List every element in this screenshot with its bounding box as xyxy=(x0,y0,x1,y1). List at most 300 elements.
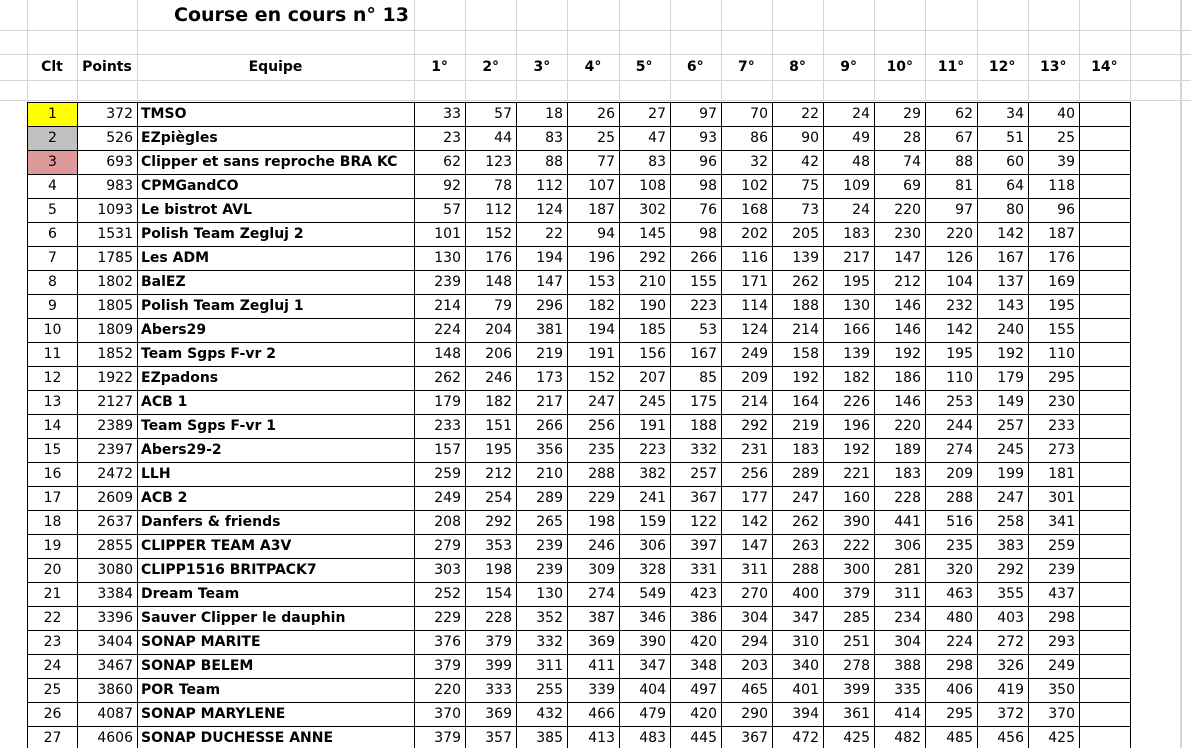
rank-cell[interactable]: 14 xyxy=(43,418,62,434)
race-score-cell[interactable]: 289 xyxy=(792,466,819,482)
race-score-cell[interactable]: 335 xyxy=(894,682,921,698)
points-cell[interactable]: 1785 xyxy=(97,250,133,266)
rank-cell[interactable]: 16 xyxy=(43,466,62,482)
team-cell[interactable]: LLH xyxy=(141,466,171,482)
race-score-cell[interactable]: 126 xyxy=(946,250,973,266)
rank-cell[interactable]: 26 xyxy=(43,706,62,722)
race-score-cell[interactable]: 372 xyxy=(997,706,1024,722)
race-score-cell[interactable]: 42 xyxy=(801,154,819,170)
race-score-cell[interactable]: 112 xyxy=(485,202,512,218)
team-cell[interactable]: TMSO xyxy=(141,106,187,122)
race-score-cell[interactable]: 90 xyxy=(801,130,819,146)
race-score-cell[interactable]: 235 xyxy=(588,442,615,458)
race-score-cell[interactable]: 279 xyxy=(434,538,461,554)
race-score-cell[interactable]: 198 xyxy=(485,562,512,578)
race-score-cell[interactable]: 149 xyxy=(997,394,1024,410)
race-score-cell[interactable]: 423 xyxy=(690,586,717,602)
points-cell[interactable]: 3404 xyxy=(97,634,133,650)
race-score-cell[interactable]: 304 xyxy=(741,610,768,626)
race-score-cell[interactable]: 516 xyxy=(946,514,973,530)
race-score-cell[interactable]: 309 xyxy=(588,562,615,578)
rank-cell[interactable]: 20 xyxy=(43,562,62,578)
race-score-cell[interactable]: 245 xyxy=(997,442,1024,458)
race-score-cell[interactable]: 176 xyxy=(485,250,512,266)
race-score-cell[interactable]: 185 xyxy=(639,322,666,338)
race-score-cell[interactable]: 137 xyxy=(997,274,1024,290)
race-score-cell[interactable]: 32 xyxy=(750,154,768,170)
race-score-cell[interactable] xyxy=(1080,271,1130,294)
points-cell[interactable]: 4606 xyxy=(97,730,133,746)
points-cell[interactable]: 3467 xyxy=(97,658,133,674)
race-score-cell[interactable] xyxy=(1080,199,1130,222)
race-score-cell[interactable]: 288 xyxy=(792,562,819,578)
race-score-cell[interactable]: 214 xyxy=(741,394,768,410)
race-score-cell[interactable]: 139 xyxy=(843,346,870,362)
team-cell[interactable]: Clipper et sans reproche BRA KC xyxy=(141,154,398,170)
race-score-cell[interactable]: 239 xyxy=(536,562,563,578)
race-score-cell[interactable]: 403 xyxy=(997,610,1024,626)
race-score-cell[interactable]: 332 xyxy=(690,442,717,458)
race-score-cell[interactable]: 199 xyxy=(997,466,1024,482)
race-score-cell[interactable]: 497 xyxy=(690,682,717,698)
race-score-cell[interactable]: 311 xyxy=(741,562,768,578)
race-score-cell[interactable]: 234 xyxy=(894,610,921,626)
race-score-cell[interactable]: 196 xyxy=(843,418,870,434)
race-score-cell[interactable]: 303 xyxy=(434,562,461,578)
race-score-cell[interactable]: 239 xyxy=(536,538,563,554)
race-score-cell[interactable]: 51 xyxy=(1006,130,1024,146)
race-score-cell[interactable]: 147 xyxy=(894,250,921,266)
race-score-cell[interactable]: 300 xyxy=(843,562,870,578)
race-score-cell[interactable]: 209 xyxy=(946,466,973,482)
race-score-cell[interactable]: 48 xyxy=(852,154,870,170)
race-score-cell[interactable]: 328 xyxy=(639,562,666,578)
race-score-cell[interactable] xyxy=(1080,511,1130,534)
race-score-cell[interactable] xyxy=(1080,127,1130,150)
rank-cell[interactable]: 19 xyxy=(43,538,62,554)
race-score-cell[interactable]: 249 xyxy=(434,490,461,506)
race-score-cell[interactable]: 114 xyxy=(741,298,768,314)
race-score-cell[interactable]: 331 xyxy=(690,562,717,578)
race-score-cell[interactable]: 62 xyxy=(443,154,461,170)
race-score-cell[interactable]: 420 xyxy=(690,634,717,650)
race-score-cell[interactable]: 333 xyxy=(485,682,512,698)
team-cell[interactable]: BalEZ xyxy=(141,274,186,290)
race-score-cell[interactable]: 399 xyxy=(843,682,870,698)
rank-cell[interactable]: 8 xyxy=(48,274,57,290)
race-score-cell[interactable]: 102 xyxy=(741,178,768,194)
race-score-cell[interactable]: 379 xyxy=(434,730,461,746)
race-score-cell[interactable]: 194 xyxy=(588,322,615,338)
race-score-cell[interactable]: 294 xyxy=(741,634,768,650)
race-score-cell[interactable]: 224 xyxy=(434,322,461,338)
race-score-cell[interactable]: 301 xyxy=(1048,490,1075,506)
race-score-cell[interactable]: 96 xyxy=(1057,202,1075,218)
race-score-cell[interactable]: 295 xyxy=(946,706,973,722)
race-score-cell[interactable]: 228 xyxy=(894,490,921,506)
race-score-cell[interactable]: 110 xyxy=(1048,346,1075,362)
race-score-cell[interactable]: 347 xyxy=(792,610,819,626)
race-score-cell[interactable]: 425 xyxy=(843,730,870,746)
race-score-cell[interactable]: 196 xyxy=(588,250,615,266)
race-score-cell[interactable] xyxy=(1080,391,1130,414)
race-score-cell[interactable]: 77 xyxy=(597,154,615,170)
race-score-cell[interactable]: 278 xyxy=(843,658,870,674)
race-score-cell[interactable]: 108 xyxy=(639,178,666,194)
race-score-cell[interactable] xyxy=(1080,583,1130,606)
race-score-cell[interactable]: 256 xyxy=(588,418,615,434)
race-score-cell[interactable]: 353 xyxy=(485,538,512,554)
race-score-cell[interactable]: 367 xyxy=(741,730,768,746)
race-score-cell[interactable]: 189 xyxy=(894,442,921,458)
race-score-cell[interactable]: 124 xyxy=(741,322,768,338)
race-score-cell[interactable]: 295 xyxy=(1048,370,1075,386)
race-score-cell[interactable]: 296 xyxy=(536,298,563,314)
rank-cell[interactable]: 22 xyxy=(43,610,62,626)
race-score-cell[interactable]: 370 xyxy=(1048,706,1075,722)
race-score-cell[interactable]: 472 xyxy=(792,730,819,746)
race-score-cell[interactable]: 254 xyxy=(485,490,512,506)
race-score-cell[interactable]: 173 xyxy=(536,370,563,386)
race-score-cell[interactable]: 274 xyxy=(946,442,973,458)
race-score-cell[interactable]: 219 xyxy=(792,418,819,434)
race-score-cell[interactable]: 292 xyxy=(485,514,512,530)
race-score-cell[interactable]: 425 xyxy=(1048,730,1075,746)
race-score-cell[interactable]: 259 xyxy=(1048,538,1075,554)
race-score-cell[interactable]: 352 xyxy=(536,610,563,626)
race-score-cell[interactable]: 463 xyxy=(946,586,973,602)
race-score-cell[interactable]: 167 xyxy=(997,250,1024,266)
points-cell[interactable]: 2472 xyxy=(97,466,133,482)
rank-cell[interactable]: 5 xyxy=(48,202,57,218)
race-score-cell[interactable]: 192 xyxy=(792,370,819,386)
race-score-cell[interactable] xyxy=(1080,103,1130,126)
race-score-cell[interactable]: 118 xyxy=(1048,178,1075,194)
race-score-cell[interactable]: 369 xyxy=(485,706,512,722)
race-score-cell[interactable]: 24 xyxy=(852,202,870,218)
points-cell[interactable]: 3860 xyxy=(97,682,133,698)
race-score-cell[interactable]: 262 xyxy=(792,514,819,530)
race-score-cell[interactable]: 229 xyxy=(588,490,615,506)
race-score-cell[interactable]: 253 xyxy=(946,394,973,410)
race-score-cell[interactable] xyxy=(1080,247,1130,270)
race-score-cell[interactable]: 116 xyxy=(741,250,768,266)
race-score-cell[interactable]: 157 xyxy=(434,442,461,458)
race-score-cell[interactable]: 235 xyxy=(946,538,973,554)
race-score-cell[interactable]: 81 xyxy=(955,178,973,194)
points-cell[interactable]: 2855 xyxy=(97,538,133,554)
race-score-cell[interactable]: 247 xyxy=(588,394,615,410)
race-score-cell[interactable]: 40 xyxy=(1057,106,1075,122)
race-score-cell[interactable]: 94 xyxy=(597,226,615,242)
race-score-cell[interactable]: 182 xyxy=(588,298,615,314)
team-cell[interactable]: EZpiègles xyxy=(141,130,218,146)
race-score-cell[interactable]: 245 xyxy=(639,394,666,410)
team-cell[interactable]: Team Sgps F-vr 1 xyxy=(141,418,277,434)
race-score-cell[interactable]: 404 xyxy=(639,682,666,698)
race-score-cell[interactable]: 274 xyxy=(588,586,615,602)
race-score-cell[interactable]: 348 xyxy=(690,658,717,674)
points-cell[interactable]: 1093 xyxy=(97,202,133,218)
race-score-cell[interactable]: 221 xyxy=(843,466,870,482)
team-cell[interactable]: EZpadons xyxy=(141,370,219,386)
race-score-cell[interactable]: 23 xyxy=(443,130,461,146)
rank-cell[interactable]: 9 xyxy=(48,298,57,314)
race-score-cell[interactable]: 361 xyxy=(843,706,870,722)
race-score-cell[interactable]: 142 xyxy=(741,514,768,530)
team-cell[interactable]: SONAP MARITE xyxy=(141,634,261,650)
race-score-cell[interactable]: 187 xyxy=(1048,226,1075,242)
team-cell[interactable]: Les ADM xyxy=(141,250,210,266)
race-score-cell[interactable]: 272 xyxy=(997,634,1024,650)
race-score-cell[interactable] xyxy=(1080,559,1130,582)
race-score-cell[interactable]: 388 xyxy=(894,658,921,674)
race-score-cell[interactable]: 456 xyxy=(997,730,1024,746)
race-score-cell[interactable]: 257 xyxy=(997,418,1024,434)
race-score-cell[interactable]: 57 xyxy=(494,106,512,122)
race-score-cell[interactable]: 155 xyxy=(690,274,717,290)
race-score-cell[interactable]: 148 xyxy=(434,346,461,362)
rank-cell[interactable]: 24 xyxy=(43,658,62,674)
race-score-cell[interactable]: 155 xyxy=(1048,322,1075,338)
race-score-cell[interactable]: 212 xyxy=(894,274,921,290)
race-score-cell[interactable]: 273 xyxy=(1048,442,1075,458)
race-score-cell[interactable]: 146 xyxy=(894,394,921,410)
race-score-cell[interactable]: 47 xyxy=(648,130,666,146)
race-score-cell[interactable]: 96 xyxy=(699,154,717,170)
race-score-cell[interactable]: 214 xyxy=(792,322,819,338)
race-score-cell[interactable]: 146 xyxy=(894,298,921,314)
race-score-cell[interactable]: 220 xyxy=(894,202,921,218)
race-score-cell[interactable]: 288 xyxy=(588,466,615,482)
race-score-cell[interactable]: 285 xyxy=(843,610,870,626)
race-score-cell[interactable]: 153 xyxy=(588,274,615,290)
race-score-cell[interactable]: 62 xyxy=(955,106,973,122)
race-score-cell[interactable]: 223 xyxy=(639,442,666,458)
race-score-cell[interactable]: 29 xyxy=(903,106,921,122)
race-score-cell[interactable]: 445 xyxy=(690,730,717,746)
race-score-cell[interactable]: 437 xyxy=(1048,586,1075,602)
race-score-cell[interactable]: 147 xyxy=(536,274,563,290)
race-score-cell[interactable]: 311 xyxy=(894,586,921,602)
race-score-cell[interactable]: 223 xyxy=(690,298,717,314)
race-score-cell[interactable] xyxy=(1080,727,1130,750)
race-score-cell[interactable]: 379 xyxy=(485,634,512,650)
race-score-cell[interactable]: 229 xyxy=(434,610,461,626)
race-score-cell[interactable]: 44 xyxy=(494,130,512,146)
race-score-cell[interactable]: 302 xyxy=(639,202,666,218)
race-score-cell[interactable]: 171 xyxy=(741,274,768,290)
race-score-cell[interactable]: 93 xyxy=(699,130,717,146)
race-score-cell[interactable]: 187 xyxy=(588,202,615,218)
race-score-cell[interactable]: 158 xyxy=(792,346,819,362)
race-score-cell[interactable]: 175 xyxy=(690,394,717,410)
race-score-cell[interactable]: 33 xyxy=(443,106,461,122)
race-score-cell[interactable]: 207 xyxy=(639,370,666,386)
race-score-cell[interactable]: 107 xyxy=(588,178,615,194)
race-score-cell[interactable]: 206 xyxy=(485,346,512,362)
rank-cell[interactable]: 3 xyxy=(28,151,77,174)
race-score-cell[interactable]: 182 xyxy=(485,394,512,410)
race-score-cell[interactable]: 413 xyxy=(588,730,615,746)
race-score-cell[interactable]: 239 xyxy=(434,274,461,290)
race-score-cell[interactable]: 441 xyxy=(894,514,921,530)
race-score-cell[interactable]: 293 xyxy=(1048,634,1075,650)
race-score-cell[interactable]: 482 xyxy=(894,730,921,746)
points-cell[interactable]: 1922 xyxy=(97,370,133,386)
rank-cell[interactable]: 27 xyxy=(43,730,62,746)
race-score-cell[interactable]: 203 xyxy=(741,658,768,674)
points-cell[interactable]: 693 xyxy=(106,154,133,170)
race-score-cell[interactable]: 195 xyxy=(946,346,973,362)
race-score-cell[interactable]: 188 xyxy=(792,298,819,314)
race-score-cell[interactable]: 210 xyxy=(536,466,563,482)
race-score-cell[interactable]: 306 xyxy=(894,538,921,554)
team-cell[interactable]: SONAP MARYLENE xyxy=(141,706,286,722)
points-cell[interactable]: 1802 xyxy=(97,274,133,290)
race-score-cell[interactable]: 123 xyxy=(485,154,512,170)
race-score-cell[interactable]: 39 xyxy=(1057,154,1075,170)
rank-cell[interactable]: 17 xyxy=(43,490,62,506)
race-score-cell[interactable]: 399 xyxy=(485,658,512,674)
race-score-cell[interactable]: 258 xyxy=(997,514,1024,530)
race-score-cell[interactable]: 281 xyxy=(894,562,921,578)
race-score-cell[interactable]: 205 xyxy=(792,226,819,242)
team-cell[interactable]: CLIPP1516 BRITPACK7 xyxy=(141,562,317,578)
race-score-cell[interactable]: 367 xyxy=(690,490,717,506)
points-cell[interactable]: 1852 xyxy=(97,346,133,362)
rank-cell[interactable]: 12 xyxy=(43,370,62,386)
rank-cell[interactable]: 7 xyxy=(48,250,57,266)
race-score-cell[interactable]: 230 xyxy=(894,226,921,242)
race-score-cell[interactable]: 266 xyxy=(536,418,563,434)
points-cell[interactable]: 4087 xyxy=(97,706,133,722)
race-score-cell[interactable] xyxy=(1080,295,1130,318)
race-score-cell[interactable]: 240 xyxy=(997,322,1024,338)
race-score-cell[interactable] xyxy=(1080,631,1130,654)
race-score-cell[interactable]: 25 xyxy=(597,130,615,146)
points-cell[interactable]: 2637 xyxy=(97,514,133,530)
team-cell[interactable]: Polish Team Zegluj 1 xyxy=(141,298,304,314)
race-score-cell[interactable]: 92 xyxy=(443,178,461,194)
race-score-cell[interactable]: 190 xyxy=(639,298,666,314)
race-score-cell[interactable]: 485 xyxy=(946,730,973,746)
race-score-cell[interactable]: 86 xyxy=(750,130,768,146)
race-score-cell[interactable]: 192 xyxy=(843,442,870,458)
race-score-cell[interactable]: 251 xyxy=(843,634,870,650)
race-score-cell[interactable]: 249 xyxy=(741,346,768,362)
race-score-cell[interactable]: 292 xyxy=(741,418,768,434)
rank-cell[interactable]: 13 xyxy=(43,394,62,410)
race-score-cell[interactable]: 130 xyxy=(536,586,563,602)
race-score-cell[interactable]: 151 xyxy=(485,418,512,434)
race-score-cell[interactable]: 64 xyxy=(1006,178,1024,194)
race-score-cell[interactable]: 208 xyxy=(434,514,461,530)
race-score-cell[interactable]: 265 xyxy=(536,514,563,530)
race-score-cell[interactable]: 124 xyxy=(536,202,563,218)
race-score-cell[interactable]: 298 xyxy=(1048,610,1075,626)
race-score-cell[interactable]: 382 xyxy=(639,466,666,482)
race-score-cell[interactable]: 432 xyxy=(536,706,563,722)
race-score-cell[interactable]: 192 xyxy=(894,346,921,362)
race-score-cell[interactable]: 97 xyxy=(699,106,717,122)
race-score-cell[interactable]: 311 xyxy=(536,658,563,674)
race-score-cell[interactable]: 85 xyxy=(699,370,717,386)
race-score-cell[interactable]: 176 xyxy=(1048,250,1075,266)
race-score-cell[interactable]: 28 xyxy=(903,130,921,146)
race-score-cell[interactable] xyxy=(1080,367,1130,390)
race-score-cell[interactable]: 228 xyxy=(485,610,512,626)
race-score-cell[interactable]: 214 xyxy=(434,298,461,314)
points-cell[interactable]: 2127 xyxy=(97,394,133,410)
race-score-cell[interactable]: 179 xyxy=(434,394,461,410)
race-score-cell[interactable]: 98 xyxy=(699,226,717,242)
rank-cell[interactable]: 11 xyxy=(43,346,62,362)
team-cell[interactable]: CPMGandCO xyxy=(141,178,239,194)
race-score-cell[interactable]: 217 xyxy=(843,250,870,266)
race-score-cell[interactable]: 210 xyxy=(639,274,666,290)
race-score-cell[interactable]: 326 xyxy=(997,658,1024,674)
race-score-cell[interactable]: 233 xyxy=(1048,418,1075,434)
race-score-cell[interactable]: 104 xyxy=(946,274,973,290)
race-score-cell[interactable] xyxy=(1080,343,1130,366)
team-cell[interactable]: Abers29-2 xyxy=(141,442,222,458)
race-score-cell[interactable] xyxy=(1080,151,1130,174)
race-score-cell[interactable]: 270 xyxy=(741,586,768,602)
race-score-cell[interactable]: 292 xyxy=(639,250,666,266)
race-score-cell[interactable]: 22 xyxy=(801,106,819,122)
race-score-cell[interactable]: 370 xyxy=(434,706,461,722)
team-cell[interactable]: Dream Team xyxy=(141,586,240,602)
points-cell[interactable]: 1809 xyxy=(97,322,133,338)
race-score-cell[interactable]: 247 xyxy=(792,490,819,506)
race-score-cell[interactable]: 112 xyxy=(536,178,563,194)
race-score-cell[interactable] xyxy=(1080,703,1130,726)
race-score-cell[interactable]: 479 xyxy=(639,706,666,722)
race-score-cell[interactable]: 266 xyxy=(690,250,717,266)
race-score-cell[interactable]: 290 xyxy=(741,706,768,722)
race-score-cell[interactable] xyxy=(1080,655,1130,678)
race-score-cell[interactable]: 110 xyxy=(946,370,973,386)
rank-cell[interactable]: 4 xyxy=(48,178,57,194)
team-cell[interactable]: Le bistrot AVL xyxy=(141,202,252,218)
points-cell[interactable]: 2389 xyxy=(97,418,133,434)
race-score-cell[interactable]: 22 xyxy=(545,226,563,242)
race-score-cell[interactable]: 390 xyxy=(639,634,666,650)
race-score-cell[interactable]: 217 xyxy=(536,394,563,410)
race-score-cell[interactable]: 306 xyxy=(639,538,666,554)
race-score-cell[interactable]: 57 xyxy=(443,202,461,218)
race-score-cell[interactable]: 379 xyxy=(843,586,870,602)
race-score-cell[interactable]: 231 xyxy=(741,442,768,458)
race-score-cell[interactable]: 246 xyxy=(485,370,512,386)
race-score-cell[interactable]: 194 xyxy=(536,250,563,266)
rank-cell[interactable]: 21 xyxy=(43,586,62,602)
points-cell[interactable]: 526 xyxy=(106,130,133,146)
team-cell[interactable]: Danfers & friends xyxy=(141,514,281,530)
race-score-cell[interactable]: 97 xyxy=(955,202,973,218)
race-score-cell[interactable]: 183 xyxy=(894,466,921,482)
race-score-cell[interactable] xyxy=(1080,223,1130,246)
race-score-cell[interactable]: 191 xyxy=(588,346,615,362)
race-score-cell[interactable]: 401 xyxy=(792,682,819,698)
race-score-cell[interactable]: 191 xyxy=(639,418,666,434)
race-score-cell[interactable]: 202 xyxy=(741,226,768,242)
race-score-cell[interactable]: 109 xyxy=(843,178,870,194)
team-cell[interactable]: ACB 2 xyxy=(141,490,188,506)
race-score-cell[interactable] xyxy=(1080,679,1130,702)
race-score-cell[interactable]: 183 xyxy=(843,226,870,242)
